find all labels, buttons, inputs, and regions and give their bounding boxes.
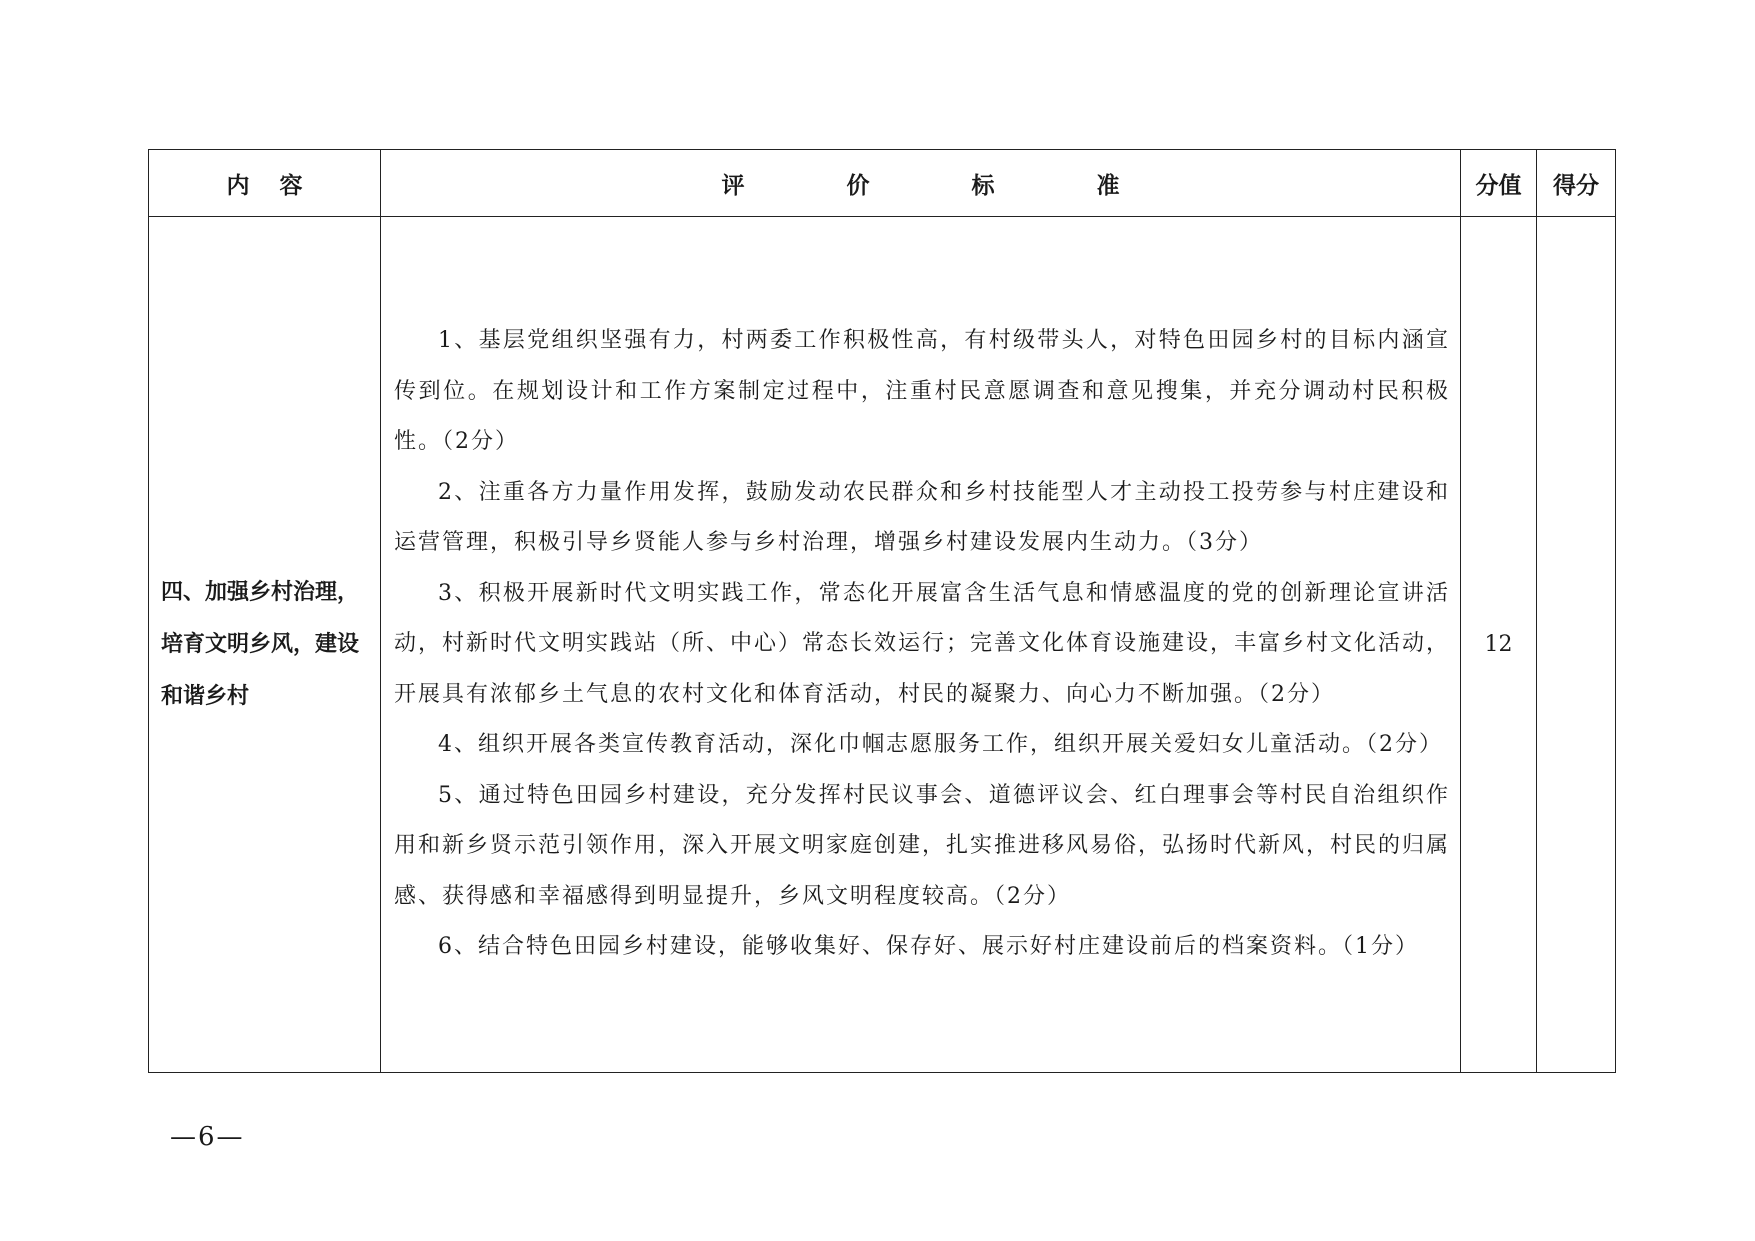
score-cell: 12 <box>1461 217 1537 1073</box>
evaluation-table <box>148 149 1616 1073</box>
header-content: 内容 <box>149 150 381 217</box>
criteria-item-4: 4、组织开展各类宣传教育活动，深化巾帼志愿服务工作，组织开展关爱妇女儿童活动。（2分） <box>438 732 1443 758</box>
page-number: —6— <box>170 1122 245 1152</box>
header-criteria: 评价标准 <box>381 150 1461 217</box>
criteria-item-3: 3、积极开展新时代文明实践工作，常态化开展富含生活气息和情感温度的党的创新理论宣讲活动，村新时代文明实践站（所、中心）常态长效运行；完善文化体育设施建设，丰富乡村文化活动，开展具有浓郁乡土气息的农村文化和体育活动，村民的凝聚力、向心力不断加强。（2分） <box>394 580 1451 707</box>
content-cell: 四、加强乡村治理，培育文明乡风，建设和谐乡村 <box>149 217 381 1073</box>
header-got: 得分 <box>1537 150 1616 217</box>
got-cell <box>1537 217 1616 1073</box>
criteria-cell <box>381 217 1461 1073</box>
header-score: 分值 <box>1461 150 1537 217</box>
criteria-item-1: 1、基层党组织坚强有力，村两委工作积极性高，有村级带头人，对特色田园乡村的目标内涵宣传到位。在规划设计和工作方案制定过程中，注重村民意愿调查和意见搜集，并充分调动村民积极性。（2分） <box>394 328 1450 455</box>
criteria-item-5: 5、通过特色田园乡村建设，充分发挥村民议事会、道德评议会、红白理事会等村民自治组织作用和新乡贤示范引领作用，深入开展文明家庭创建，扎实推进移风易俗，弘扬时代新风，村民的归属感、获得感和幸福感得到明显提升，乡风文明程度较高。（2分） <box>394 782 1451 909</box>
criteria-item-6: 6、结合特色田园乡村建设，能够收集好、保存好、展示好村庄建设前后的档案资料。（1分） <box>438 934 1419 960</box>
table-row <box>149 217 1616 1073</box>
criteria-item-2: 2、注重各方力量作用发挥，鼓励发动农民群众和乡村技能型人才主动投工投劳参与村庄建设和运营管理，积极引导乡贤能人参与乡村治理，增强乡村建设发展内生动力。（3分） <box>394 479 1450 556</box>
table-header-row <box>149 150 1616 217</box>
